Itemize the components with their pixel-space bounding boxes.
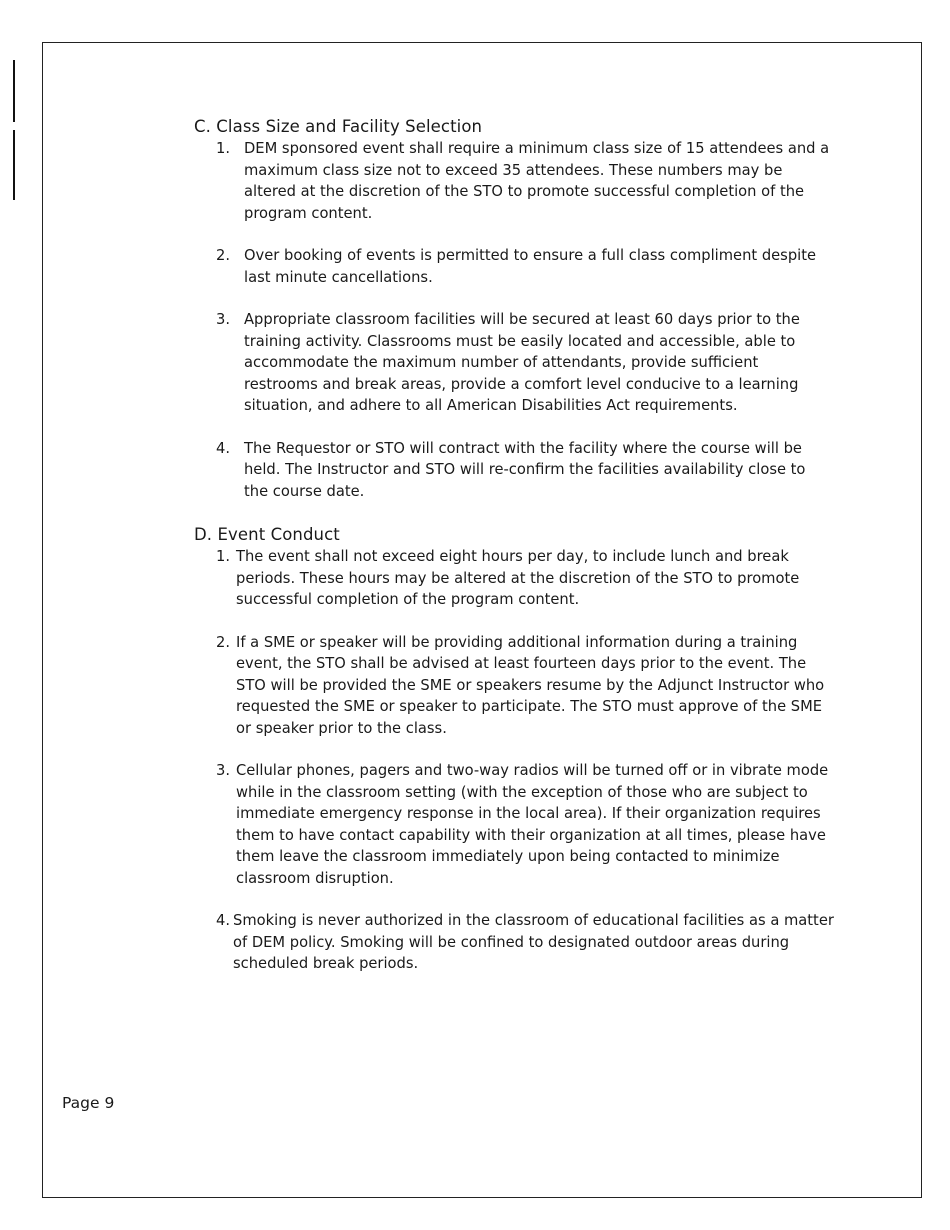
list-item bbox=[194, 632, 834, 740]
list-item-number: 2. bbox=[216, 247, 231, 264]
list-item-text: If a SME or speaker will be providing additional information during a training event, the STO shall be advised at least fourteen days prior to the event. The STO will be provided the SME or speakers resume by the Adjunct Instructor who requested the SME or speaker to participate. The STO must approve of the SME or speaker prior to the class. bbox=[236, 633, 825, 737]
list-item bbox=[194, 910, 834, 975]
list-item-text: Cellular phones, pagers and two-way radios will be turned off or in vibrate mode while in the classroom setting (with the exception of those who are subject to immediate emergency response in the local area). If their organization requires them to have contact capability with their organization at all times, please have them leave the classroom immediately upon being contacted to minimize classroom disruption. bbox=[236, 762, 829, 887]
list-item-number: 3. bbox=[216, 311, 231, 328]
list-item-number: 1. bbox=[216, 548, 231, 565]
list-item-number: 1. bbox=[216, 140, 231, 157]
list-item-text: Appropriate classroom facilities will be secured at least 60 days prior to the training activity. Classrooms must be easily located and accessible, able to accommodate the maximum number of attendants, provide sufficient restrooms and break areas, provide a comfort level conducive to a learning situation, and adhere to all American Disabilities Act requirements. bbox=[244, 311, 800, 414]
list-item-text: Smoking is never authorized in the classroom of educational facilities as a matter of DEM policy. Smoking will be confined to designated outdoor areas during scheduled break periods. bbox=[233, 912, 834, 972]
page-number: Page 9 bbox=[62, 1094, 115, 1112]
document-body bbox=[194, 116, 834, 996]
list-item-number: 4. bbox=[216, 439, 231, 457]
list-item bbox=[194, 245, 834, 288]
section-heading-c: C. Class Size and Facility Selection bbox=[194, 117, 483, 136]
list-item-number: 2. bbox=[216, 633, 231, 651]
list-item-number: 4. bbox=[216, 912, 231, 929]
revision-bar-top bbox=[13, 60, 15, 122]
list-item bbox=[194, 138, 834, 224]
list-item-text: The event shall not exceed eight hours per day, to include lunch and break periods. These hours may be altered at the discretion of the STO to promote successful completion of the program content. bbox=[236, 548, 800, 608]
section-heading-d: D. Event Conduct bbox=[194, 525, 340, 544]
section-d-list bbox=[194, 546, 834, 975]
list-item bbox=[194, 760, 834, 889]
list-item bbox=[194, 438, 834, 503]
list-item-text: Over booking of events is permitted to ensure a full class compliment despite last minute cancellations. bbox=[244, 247, 817, 286]
list-item-text: The Requestor or STO will contract with the facility where the course will be held. The Instructor and STO will re-confirm the facilities availability close to the course date. bbox=[244, 439, 806, 500]
list-item-text: DEM sponsored event shall require a minimum class size of 15 attendees and a maximum class size not to exceed 35 attendees. These numbers may be altered at the discretion of the STO to promote successful completion of the program content. bbox=[244, 140, 830, 222]
list-item bbox=[194, 546, 834, 611]
list-item-number: 3. bbox=[216, 762, 231, 779]
revision-bar-bottom bbox=[13, 130, 15, 200]
section-c-list bbox=[194, 138, 834, 502]
list-item bbox=[194, 309, 834, 417]
